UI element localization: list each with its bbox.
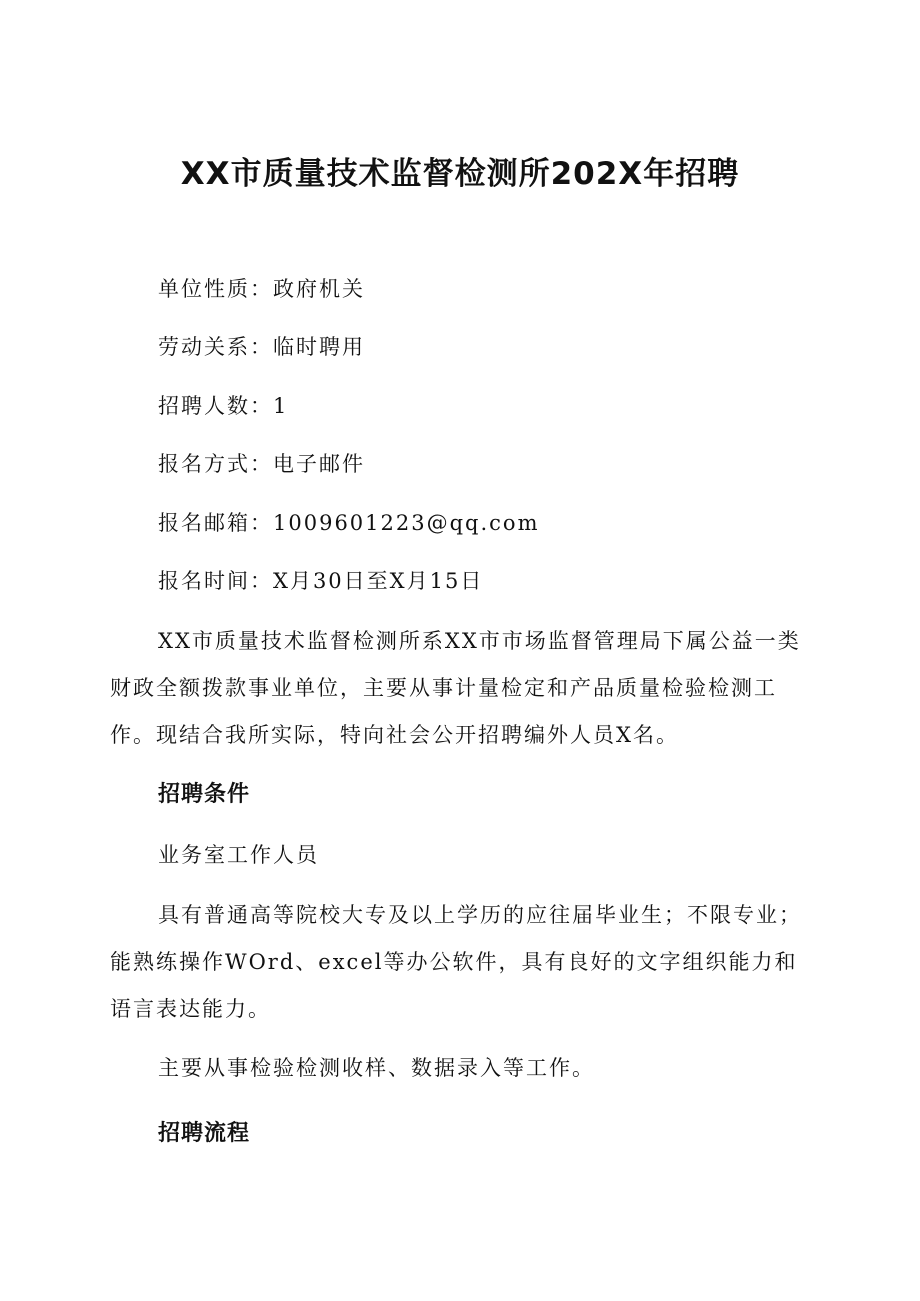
field-apply-email: 报名邮箱：1009601223@qq.com [158, 511, 540, 535]
field-recruit-count: 招聘人数：1 [158, 394, 289, 418]
field-unit-nature: 单位性质：政府机关 [158, 277, 365, 301]
intro-paragraph: XX市质量技术监督检测所系XX市市场监督管理局下属公益一类财政全额拨款事业单位，主要从事计量检定和产品质量检验检测工作。现结合我所实际，特向社会公开招聘编外人员X名。 [110, 629, 801, 747]
section-heading-process: 招聘流程 [158, 1121, 251, 1146]
position-title: 业务室工作人员 [158, 843, 319, 867]
requirements-paragraph: 具有普通高等院校大专及以上学历的应往届毕业生；不限专业；能熟练操作WOrd、excel等办公软件，具有良好的文字组织能力和语言表达能力。 [110, 903, 802, 1021]
duties-paragraph: 主要从事检验检测收样、数据录入等工作。 [158, 1056, 595, 1080]
section-heading-conditions: 招聘条件 [158, 782, 251, 807]
field-apply-time: 报名时间：X月30日至X月15日 [158, 569, 484, 593]
document-title: XX市质量技术监督检测所202X年招聘 [180, 156, 740, 192]
field-labor-relation: 劳动关系：临时聘用 [158, 335, 365, 359]
field-apply-method: 报名方式：电子邮件 [158, 452, 365, 476]
